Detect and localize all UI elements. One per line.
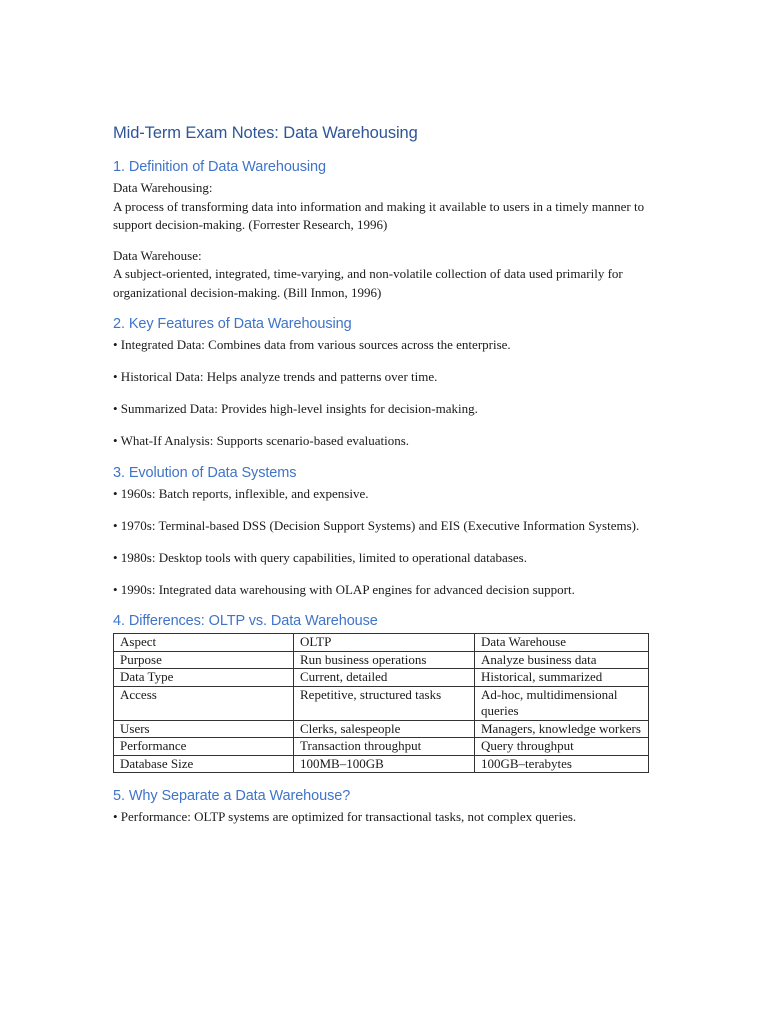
section-heading: 5. Why Separate a Data Warehouse? xyxy=(113,788,351,804)
list-item: • What-If Analysis: Supports scenario-based evaluations. xyxy=(113,433,410,448)
table-cell: Repetitive, structured tasks xyxy=(294,686,475,720)
table-row xyxy=(114,755,649,773)
table-cell: Ad-hoc, multidimensional queries xyxy=(475,686,649,720)
definition-data-warehouse xyxy=(113,247,653,303)
table-row xyxy=(114,651,649,669)
section-definition xyxy=(113,159,653,302)
table-cell: Access xyxy=(114,686,294,720)
table-header-row xyxy=(114,634,649,652)
table-cell: Users xyxy=(114,720,294,738)
list-item: • 1990s: Integrated data warehousing with OLAP engines for advanced decision support. xyxy=(113,581,575,597)
table-cell: OLTP xyxy=(294,634,475,652)
definition-term: Data Warehouse: xyxy=(113,247,202,263)
table-cell: Aspect xyxy=(114,634,294,652)
table-cell: 100MB–100GB xyxy=(294,755,475,773)
document-page xyxy=(113,124,653,840)
table-cell: Run business operations xyxy=(294,651,475,669)
table-cell: Data Type xyxy=(114,669,294,687)
table-cell: 100GB–terabytes xyxy=(475,755,649,773)
list-item: • 1980s: Desktop tools with query capabilities, limited to operational databases. xyxy=(113,549,527,565)
section-heading: 2. Key Features of Data Warehousing xyxy=(113,316,352,332)
table-cell: Transaction throughput xyxy=(294,738,475,756)
list-item: • Integrated Data: Combines data from various sources across the enterprise. xyxy=(113,337,511,352)
section-heading: 4. Differences: OLTP vs. Data Warehouse xyxy=(113,613,378,629)
section-heading: 1. Definition of Data Warehousing xyxy=(113,159,326,175)
definition-data-warehousing xyxy=(113,179,653,235)
list-item: • Summarized Data: Provides high-level insights for decision-making. xyxy=(113,401,478,416)
document-title: Mid-Term Exam Notes: Data Warehousing xyxy=(113,124,418,142)
list-item: • Performance: OLTP systems are optimized for transactional tasks, not complex queries. xyxy=(113,809,577,824)
table-cell: Performance xyxy=(114,738,294,756)
table-cell: Purpose xyxy=(114,651,294,669)
table-cell: Analyze business data xyxy=(475,651,649,669)
comparison-table xyxy=(113,633,649,773)
section-why-separate xyxy=(113,788,653,827)
table-row xyxy=(114,686,649,720)
table-cell: Data Warehouse xyxy=(475,634,649,652)
section-differences xyxy=(113,613,653,773)
table-row xyxy=(114,738,649,756)
table-row xyxy=(114,669,649,687)
section-key-features xyxy=(113,316,653,451)
list-item: • 1970s: Terminal-based DSS (Decision Support Systems) and EIS (Executive Information Systems). xyxy=(113,517,640,533)
definition-text: A process of transforming data into information and making it available to users in a timely manner to support decision-making. (Forrester Research, 1996) xyxy=(113,198,645,232)
table-cell: Query throughput xyxy=(475,738,649,756)
definition-text: A subject-oriented, integrated, time-varying, and non-volatile collection of data used primarily for organizational decision-making. (Bill Inmon, 1996) xyxy=(113,266,623,300)
list-item: • Historical Data: Helps analyze trends and patterns over time. xyxy=(113,369,438,384)
table-row xyxy=(114,720,649,738)
table-cell: Managers, knowledge workers xyxy=(475,720,649,738)
table-cell: Historical, summarized xyxy=(475,669,649,687)
table-cell: Database Size xyxy=(114,755,294,773)
section-evolution xyxy=(113,465,653,600)
table-cell: Clerks, salespeople xyxy=(294,720,475,738)
definition-term: Data Warehousing: xyxy=(113,180,213,195)
section-heading: 3. Evolution of Data Systems xyxy=(113,464,297,481)
table-cell: Current, detailed xyxy=(294,669,475,687)
list-item: • 1960s: Batch reports, inflexible, and expensive. xyxy=(113,485,369,501)
